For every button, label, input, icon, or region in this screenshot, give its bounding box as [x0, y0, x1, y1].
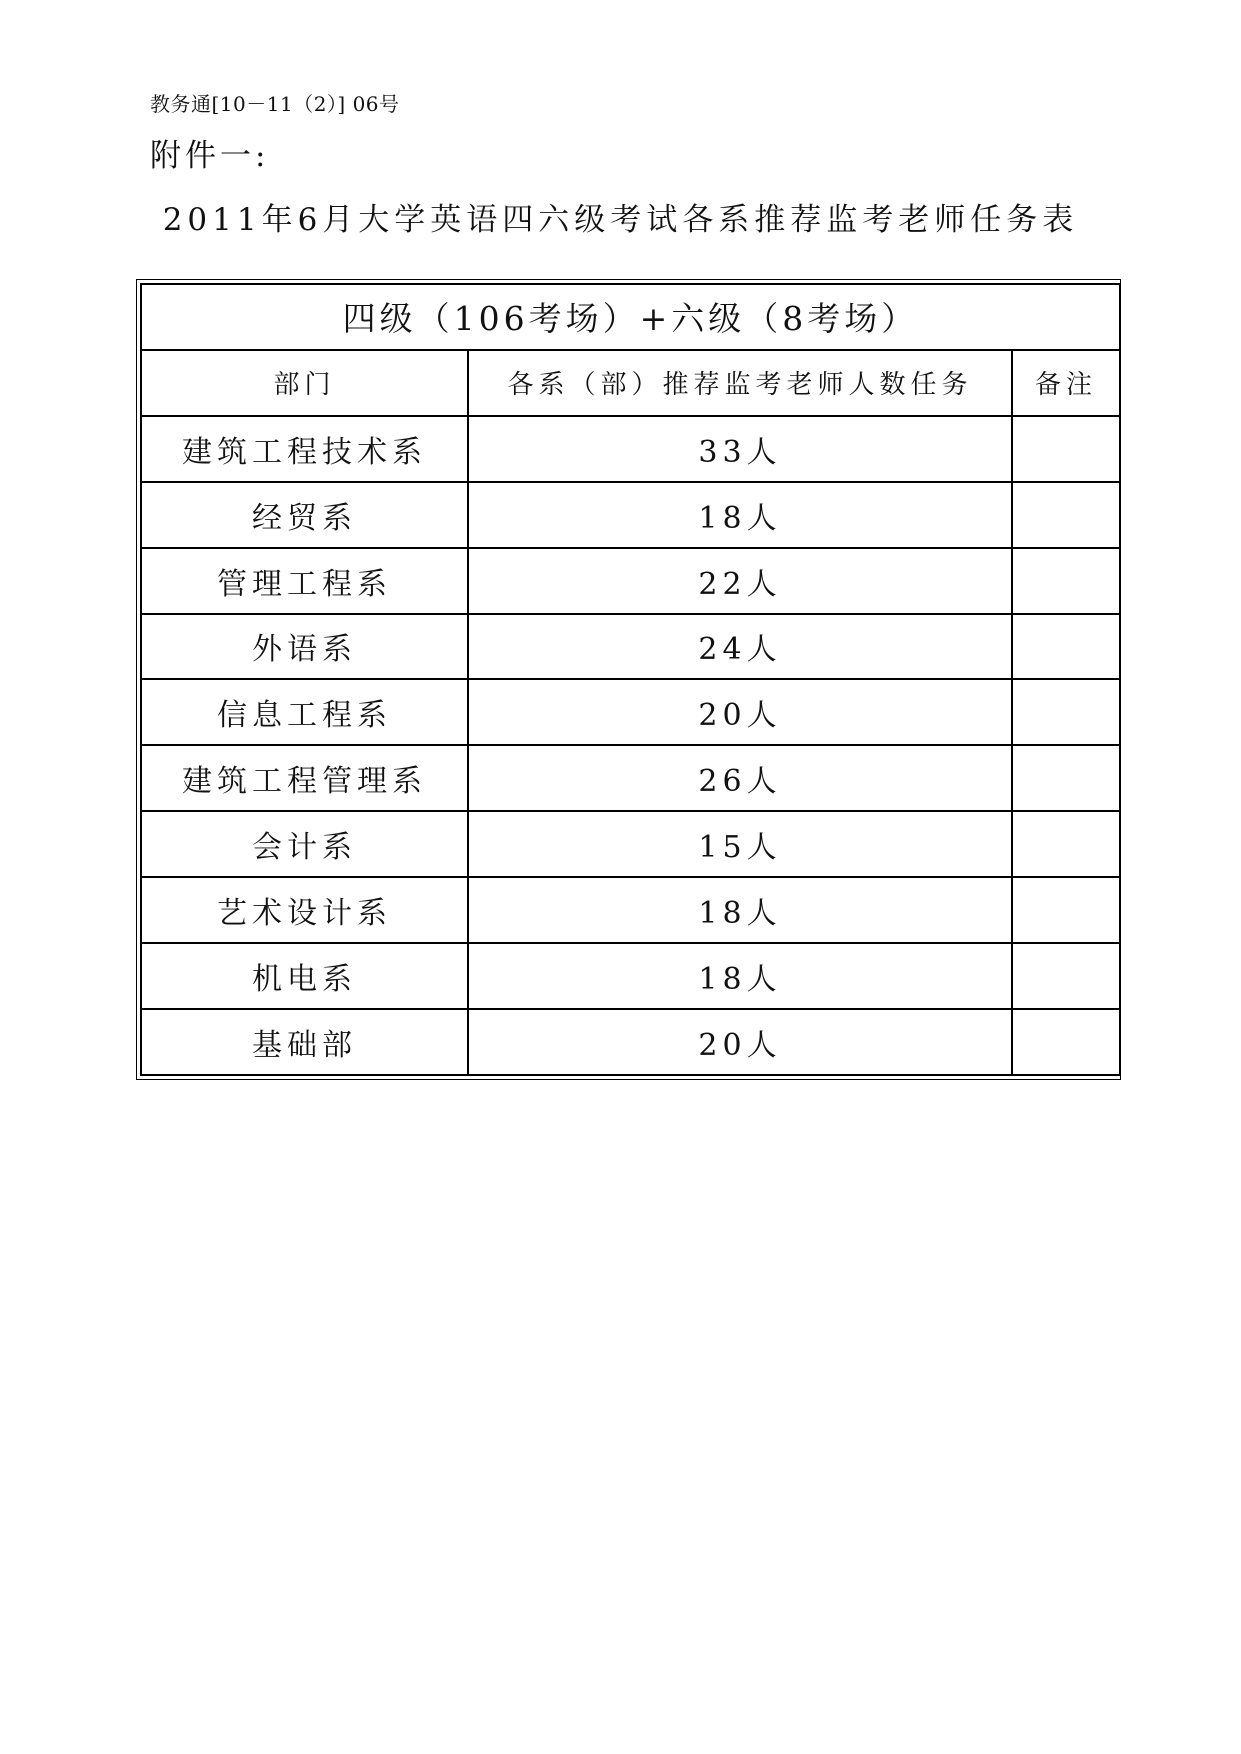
- count-cell: 20人: [468, 679, 1012, 745]
- count-cell: 22人: [468, 548, 1012, 614]
- table-row: [141, 745, 1120, 811]
- count-cell: 20人: [468, 1009, 1012, 1075]
- column-header-count: 各系（部）推荐监考老师人数任务: [468, 350, 1012, 416]
- department-cell: 建筑工程技术系: [141, 416, 468, 482]
- table-row: [141, 614, 1120, 680]
- department-cell: 会计系: [141, 811, 468, 877]
- remark-cell: [1012, 679, 1120, 745]
- remark-cell: [1012, 943, 1120, 1009]
- document-number: 教务通[10－11（2）] 06号: [150, 92, 400, 116]
- department-cell: 艺术设计系: [141, 877, 468, 943]
- column-header-remark: 备注: [1012, 350, 1120, 416]
- department-cell: 外语系: [141, 614, 468, 680]
- table-span-header: 四级（106考场）+六级（8考场）: [141, 284, 1120, 350]
- table-row: [141, 416, 1120, 482]
- table-row: [141, 679, 1120, 745]
- department-cell: 机电系: [141, 943, 468, 1009]
- table-row: [141, 877, 1120, 943]
- remark-cell: [1012, 614, 1120, 680]
- department-cell: 经贸系: [141, 482, 468, 548]
- count-cell: 18人: [468, 877, 1012, 943]
- count-cell: 18人: [468, 943, 1012, 1009]
- remark-cell: [1012, 482, 1120, 548]
- table-row: [141, 811, 1120, 877]
- task-table-frame: [136, 279, 1121, 1080]
- table-row: [141, 943, 1120, 1009]
- table-header-row: [141, 350, 1120, 416]
- remark-cell: [1012, 745, 1120, 811]
- remark-cell: [1012, 1009, 1120, 1075]
- department-cell: 信息工程系: [141, 679, 468, 745]
- count-cell: 24人: [468, 614, 1012, 680]
- table-span-header-row: [141, 284, 1120, 350]
- count-cell: 18人: [468, 482, 1012, 548]
- remark-cell: [1012, 548, 1120, 614]
- remark-cell: [1012, 811, 1120, 877]
- document-title: 2011年6月大学英语四六级考试各系推荐监考老师任务表: [162, 202, 1079, 238]
- remark-cell: [1012, 877, 1120, 943]
- table-row: [141, 548, 1120, 614]
- attachment-label: 附件一:: [150, 138, 270, 174]
- remark-cell: [1012, 416, 1120, 482]
- column-header-department: 部门: [141, 350, 468, 416]
- table-row: [141, 1009, 1120, 1075]
- department-cell: 建筑工程管理系: [141, 745, 468, 811]
- table-row: [141, 482, 1120, 548]
- count-cell: 33人: [468, 416, 1012, 482]
- department-cell: 管理工程系: [141, 548, 468, 614]
- count-cell: 26人: [468, 745, 1012, 811]
- department-cell: 基础部: [141, 1009, 468, 1075]
- count-cell: 15人: [468, 811, 1012, 877]
- task-table: [140, 283, 1121, 1076]
